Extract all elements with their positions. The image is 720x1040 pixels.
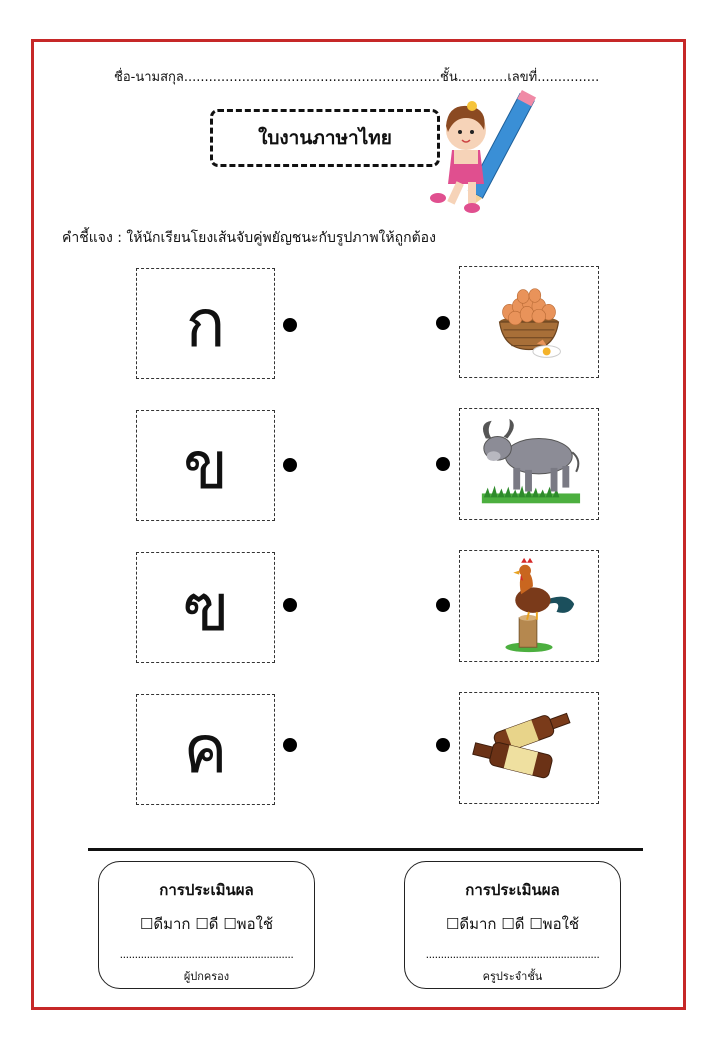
picture-dot-1[interactable] [436, 316, 450, 330]
picture-box-2 [459, 408, 599, 520]
girl-with-pencil-illustration [408, 82, 538, 220]
evaluation-title: การประเมินผล [159, 881, 254, 899]
section-divider [88, 848, 643, 851]
rooster-picture [460, 551, 598, 661]
parent-evaluation-box [98, 861, 315, 989]
picture-box-1 [459, 266, 599, 378]
letter-dot-3[interactable] [283, 598, 297, 612]
title-banner [210, 109, 440, 167]
picture-dot-4[interactable] [436, 738, 450, 752]
letter-dot-1[interactable] [283, 318, 297, 332]
letter-box-1 [136, 268, 275, 379]
worksheet-title: ใบงานภาษาไทย [258, 127, 392, 149]
evaluation-checkboxes[interactable]: ☐ดีมาก ☐ดี ☐พอใช้ [445, 915, 580, 933]
letter-box-3 [136, 552, 275, 663]
letter-kho-khuat: ฃ [182, 568, 229, 646]
letter-box-4 [136, 694, 275, 805]
letter-dot-4[interactable] [283, 738, 297, 752]
buffalo-picture [460, 409, 598, 519]
evaluation-checkboxes[interactable]: ☐ดีมาก ☐ดี ☐พอใช้ [139, 915, 274, 933]
evaluation-title: การประเมินผล [465, 881, 560, 899]
picture-box-3 [459, 550, 599, 662]
signer-role: ผู้ปกครอง [183, 970, 230, 983]
letter-ko-kai: ก [185, 284, 226, 362]
picture-dot-2[interactable] [436, 457, 450, 471]
bottles-picture [460, 693, 598, 803]
signature-line: .......................................................... [425, 948, 600, 961]
signer-role: ครูประจำชั้น [482, 970, 543, 983]
instruction-text: คำชี้แจง : ให้นักเรียนโยงเส้นจับคู่พยัญชนะกับรูปภาพให้ถูกต้อง [62, 230, 436, 246]
student-info-line: ชื่อ-นามสกุล..............................................................ชั้น............เลขที่............... [114, 70, 600, 85]
letter-kho-khwai: ค [183, 710, 228, 788]
signature-line: .......................................................... [119, 948, 294, 961]
egg-basket-picture [460, 267, 598, 377]
picture-box-4 [459, 692, 599, 804]
teacher-evaluation-box [404, 861, 621, 989]
picture-dot-3[interactable] [436, 598, 450, 612]
letter-dot-2[interactable] [283, 458, 297, 472]
letter-kho-khai: ข [182, 426, 229, 504]
letter-box-2 [136, 410, 275, 521]
